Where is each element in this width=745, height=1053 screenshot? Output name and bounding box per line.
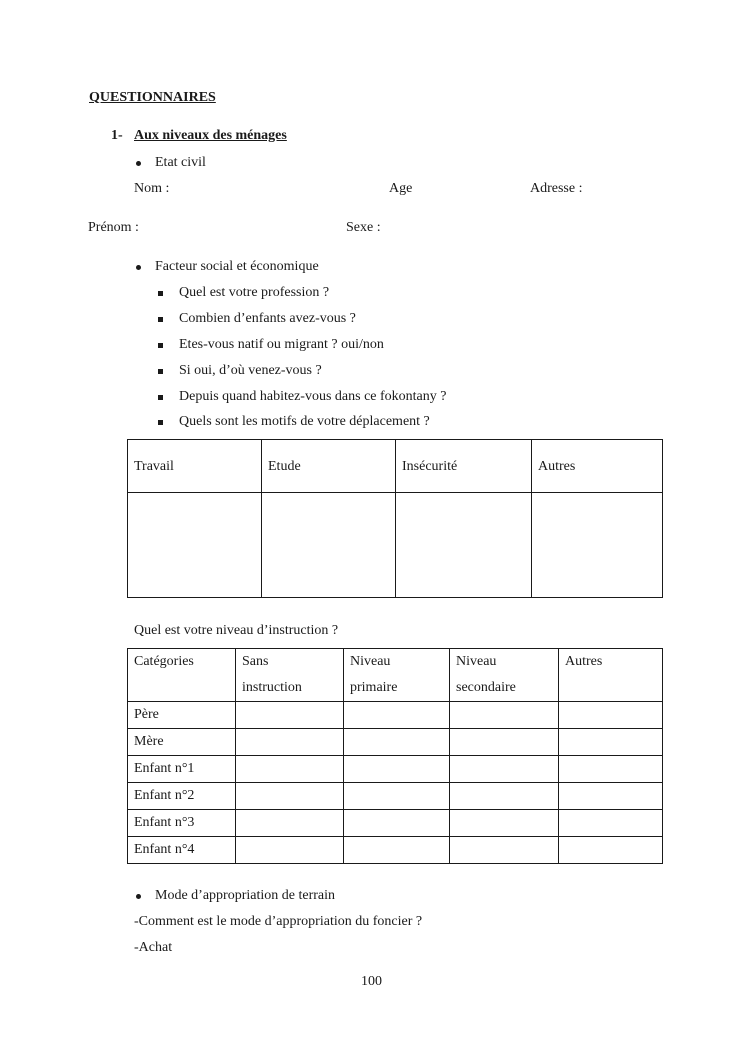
appropriation-option: -Achat (134, 940, 173, 955)
square-bullet-icon (158, 291, 163, 296)
row-label: Enfant n°1 (128, 756, 236, 783)
instr-header-sans-instruction: Sans instruction (236, 649, 344, 702)
row-label: Enfant n°4 (128, 837, 236, 864)
question-item: Depuis quand habitez-vous dans ce fokontany ? (179, 389, 447, 404)
adresse-label: Adresse : (530, 181, 583, 196)
row-label: Enfant n°3 (128, 810, 236, 837)
motifs-header-travail: Travail (128, 440, 262, 493)
table-row (128, 756, 663, 783)
motifs-table (127, 439, 663, 598)
prenom-label: Prénom : (88, 220, 139, 235)
table-row (128, 729, 663, 756)
bullet-icon (136, 894, 141, 899)
motifs-cell (128, 493, 262, 598)
motifs-header-autres: Autres (532, 440, 663, 493)
table-row (128, 783, 663, 810)
bullet-icon (136, 161, 141, 166)
instr-header-autres: Autres (559, 649, 663, 702)
section-number: 1- (111, 128, 123, 143)
square-bullet-icon (158, 317, 163, 322)
appropriation-question: -Comment est le mode d’appropriation du foncier ? (134, 914, 423, 929)
motifs-header-insecurite: Insécurité (396, 440, 532, 493)
question-item: Quel est votre profession ? (179, 285, 330, 300)
etat-civil-label: Etat civil (155, 155, 206, 170)
motifs-cell (532, 493, 663, 598)
table-row (128, 702, 663, 729)
question-item: Si oui, d’où venez-vous ? (179, 363, 322, 378)
bullet-icon (136, 265, 141, 270)
nom-label: Nom : (134, 181, 170, 196)
instr-header-primaire: Niveau primaire (344, 649, 450, 702)
motifs-cell (262, 493, 396, 598)
instruction-question: Quel est votre niveau d’instruction ? (134, 623, 339, 638)
sexe-label: Sexe : (346, 220, 381, 235)
appropriation-label: Mode d’appropriation de terrain (155, 888, 335, 903)
question-item: Combien d’enfants avez-vous ? (179, 311, 356, 326)
motifs-cell (396, 493, 532, 598)
question-item: Etes-vous natif ou migrant ? oui/non (179, 337, 384, 352)
square-bullet-icon (158, 369, 163, 374)
motifs-header-etude: Etude (262, 440, 396, 493)
section-title: Aux niveaux des ménages (134, 128, 287, 143)
row-label: Enfant n°2 (128, 783, 236, 810)
instruction-table (127, 648, 663, 864)
age-label: Age (389, 181, 413, 196)
instr-header-secondaire: Niveau secondaire (450, 649, 559, 702)
facteur-label: Facteur social et économique (155, 259, 319, 274)
square-bullet-icon (158, 343, 163, 348)
question-item: Quels sont les motifs de votre déplacement ? (179, 414, 430, 429)
square-bullet-icon (158, 395, 163, 400)
row-label: Père (128, 702, 236, 729)
table-row (128, 810, 663, 837)
table-row (128, 837, 663, 864)
page-number: 100 (361, 974, 382, 989)
instr-header-categories: Catégories (128, 649, 236, 702)
row-label: Mère (128, 729, 236, 756)
page-title: QUESTIONNAIRES (89, 90, 216, 105)
square-bullet-icon (158, 420, 163, 425)
